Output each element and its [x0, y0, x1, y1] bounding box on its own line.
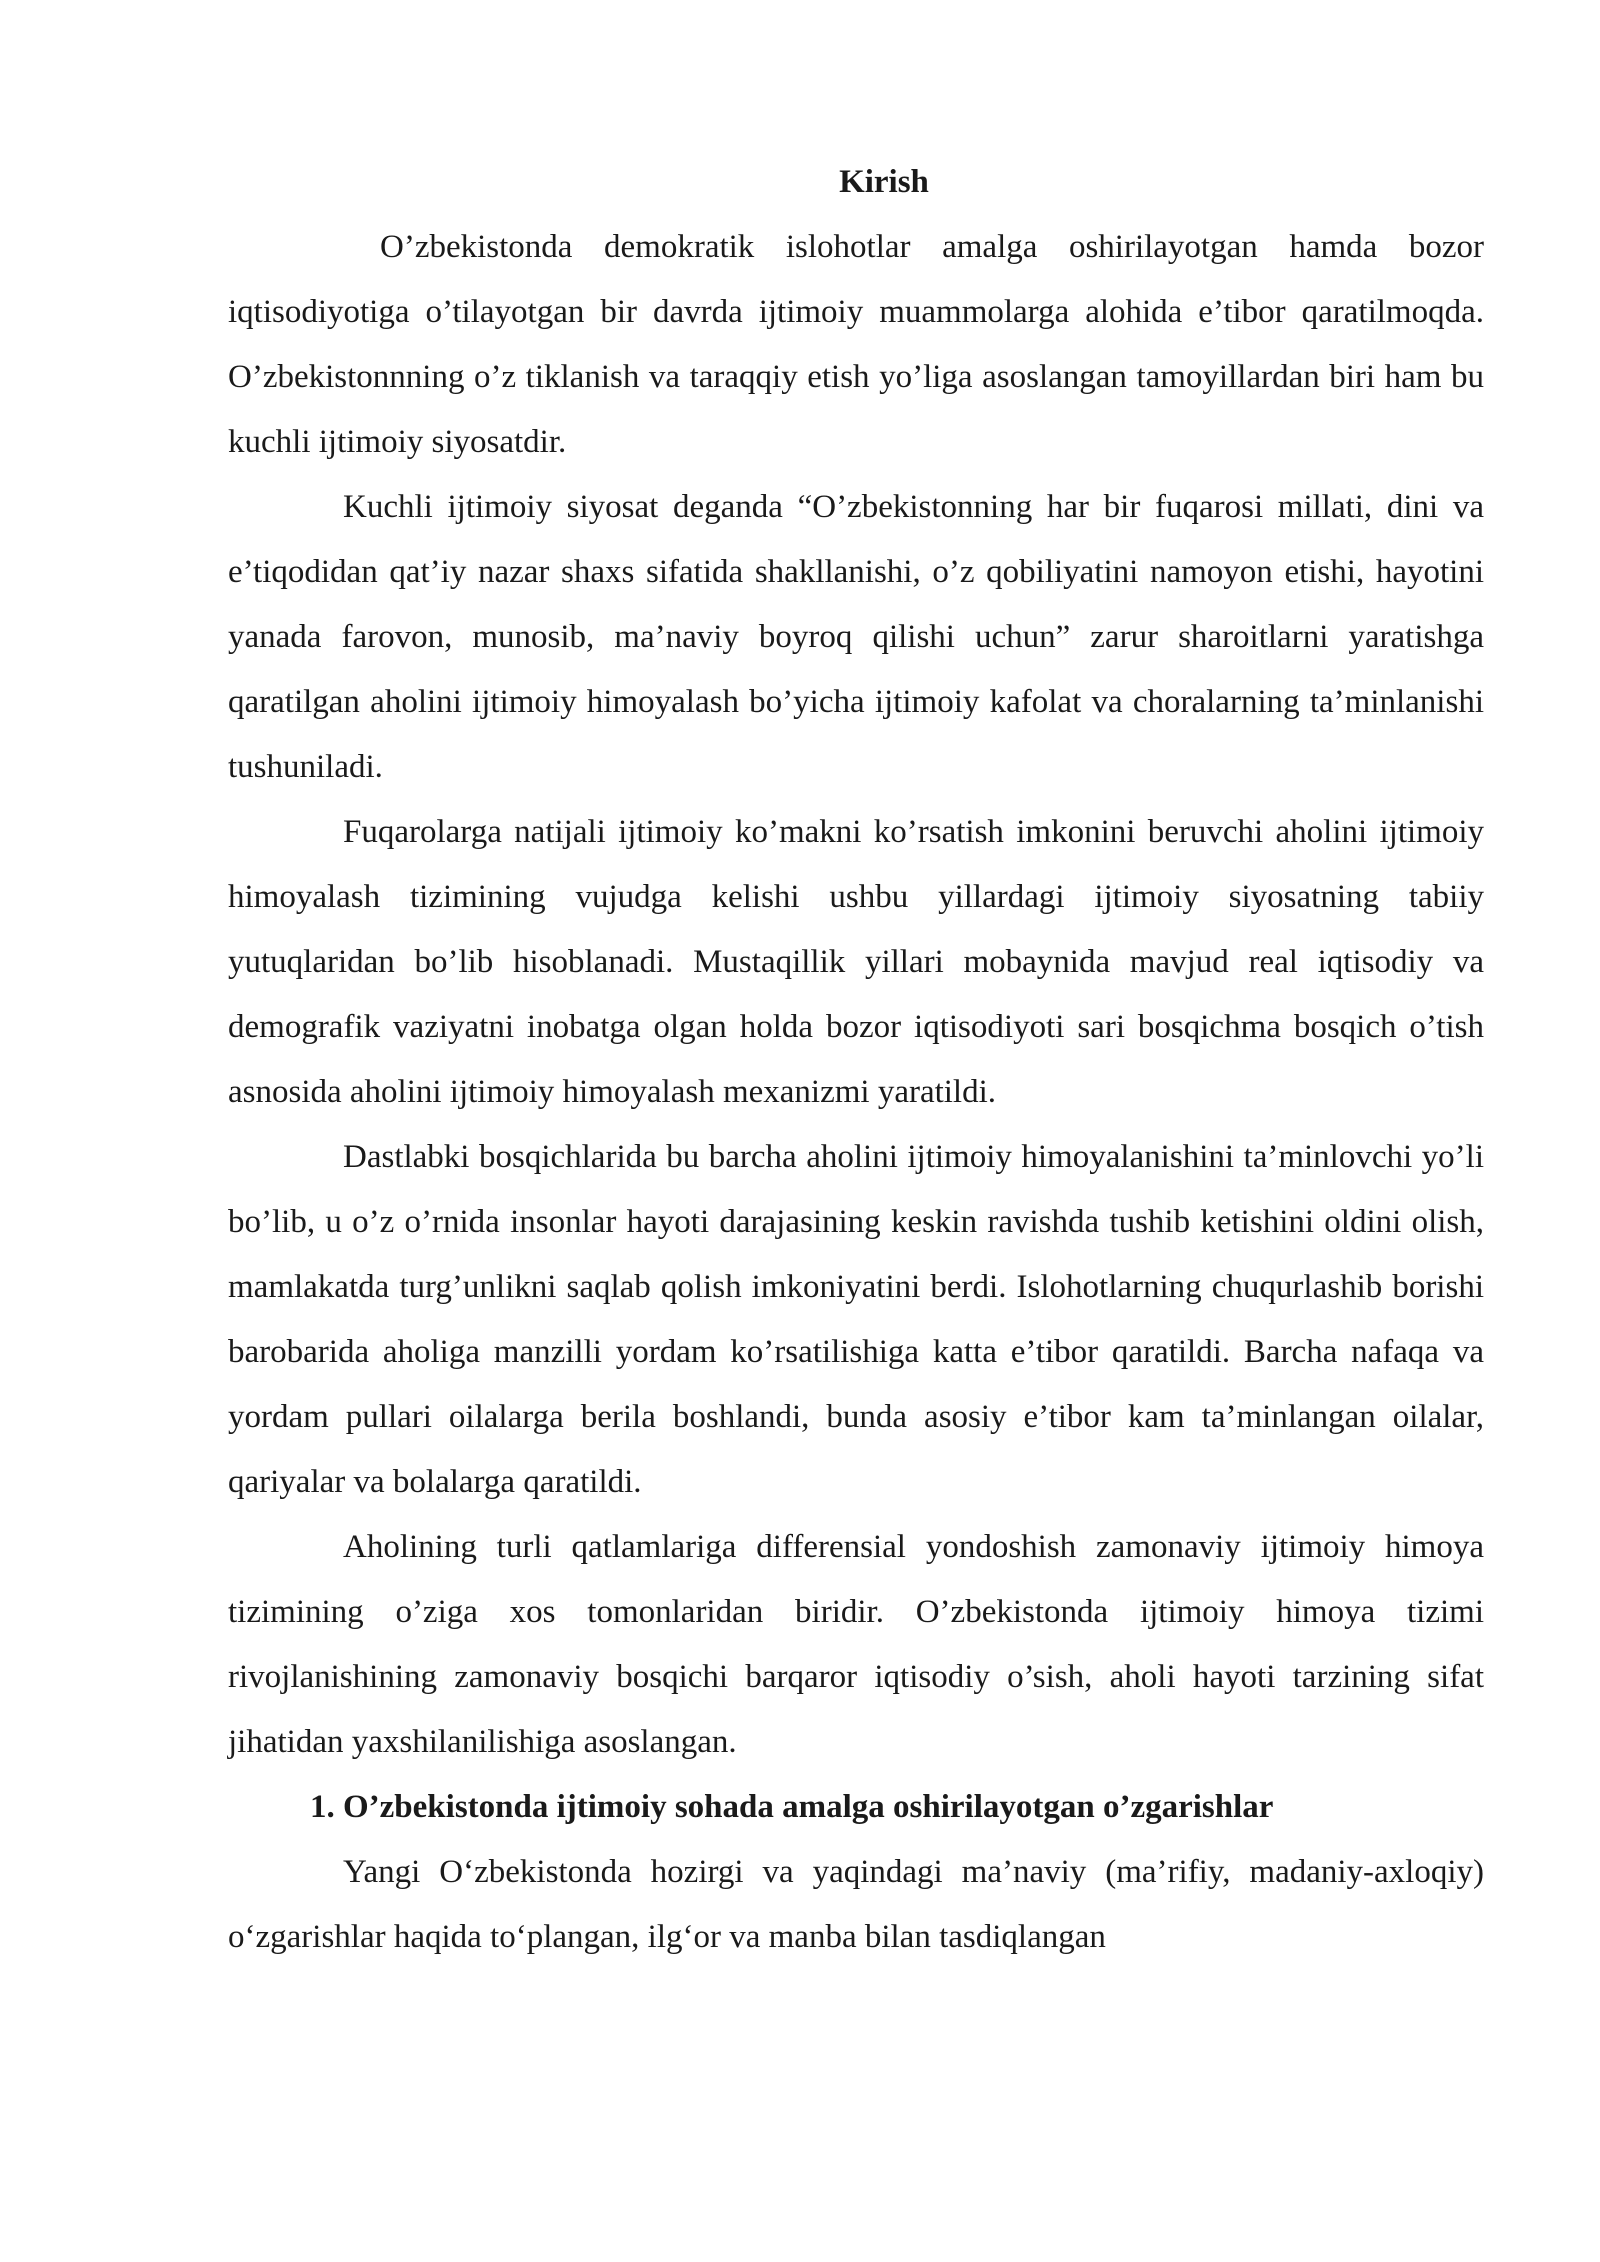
- document-page: [228, 150, 1484, 1970]
- intro-paragraph-3: Fuqarolarga natijali ijtimoiy ko’makni ko’rsatish imkonini beruvchi aholini ijtimoiy himoyalash tizimining vujudga kelishi ushbu yillardagi ijtimoiy siyosatning tabiiy yutuqlaridan bo’lib hisoblanadi. Mustaqillik yillari mobaynida mavjud real iqtisodiy va demografik vaziyatni inobatga olgan holda bozor iqtisodiyoti sari bosqichma bosqich o’tish asnosida aholini ijtimoiy himoyalash mexanizmi yaratildi.: [228, 814, 1484, 1110]
- section-heading: 1. O’zbekistonda ijtimoiy sohada amalga oshirilayotgan o’zgarishlar: [310, 1789, 1274, 1825]
- intro-paragraph-2: Kuchli ijtimoiy siyosat deganda “O’zbekistonning har bir fuqarosi millati, dini va e’tiqodidan qat’iy nazar shaxs sifatida shakllanishi, o’z qobiliyatini namoyon etishi, hayotini yanada farovon, munosib, ma’naviy boyroq qilishi uchun” zarur sharoitlarni yaratishga qaratilgan aholini ijtimoiy himoyalash bo’yicha ijtimoiy kafolat va choralarning ta’minlanishi tushuniladi.: [228, 489, 1484, 785]
- section-paragraph-1: Yangi O‘zbekistonda hozirgi va yaqindagi ma’naviy (ma’rifiy, madaniy-axloqiy) o‘zgarishlar haqida to‘plangan, ilg‘or va manba bilan tasdiqlangan: [228, 1854, 1484, 1955]
- intro-paragraph-1: O’zbekistonda demokratik islohotlar amalga oshirilayotgan hamda bozor iqtisodiyotiga o’tilayotgan bir davrda ijtimoiy muammolarga alohida e’tibor qaratilmoqda. O’zbekistonnning o’z tiklanish va taraqqiy etish yo’liga asoslangan tamoyillardan biri ham bu kuchli ijtimoiy siyosatdir.: [228, 229, 1484, 460]
- document-title: Kirish: [839, 164, 929, 200]
- intro-paragraph-5: Aholining turli qatlamlariga differensial yondoshish zamonaviy ijtimoiy himoya tizimining o’ziga xos tomonlaridan biridir. O’zbekistonda ijtimoiy himoya tizimi rivojlanishining zamonaviy bosqichi barqaror iqtisodiy o’sish, aholi hayoti tarzining sifat jihatidan yaxshilanilishiga asoslangan.: [228, 1529, 1484, 1760]
- intro-paragraph-4: Dastlabki bosqichlarida bu barcha aholini ijtimoiy himoyalanishini ta’minlovchi yo’li bo’lib, u o’z o’rnida insonlar hayoti darajasining keskin ravishda tushib ketishini oldini olish, mamlakatda turg’unlikni saqlab qolish imkoniyatini berdi. Islohotlarning chuqurlashib borishi barobarida aholiga manzilli yordam ko’rsatilishiga katta e’tibor qaratildi. Barcha nafaqa va yordam pullari oilalarga berila boshlandi, bunda asosiy e’tibor kam ta’minlangan oilalar, qariyalar va bolalarga qaratildi.: [228, 1139, 1484, 1500]
